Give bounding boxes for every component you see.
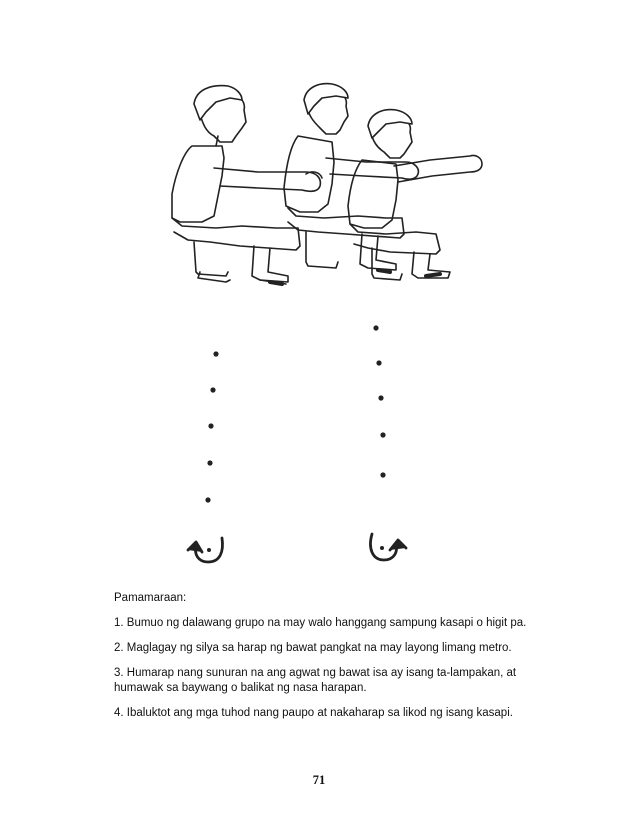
exercise-illustration [110, 76, 535, 581]
dot [380, 472, 385, 477]
dot [208, 423, 213, 428]
instruction-step: 4. Ibaluktot ang mga tuhod nang paupo at nakaharap sa likod ng isang kasapi. [114, 707, 513, 719]
dot [378, 395, 383, 400]
curved-turn-left-arrow-icon [188, 538, 222, 562]
left-dot-column [205, 351, 218, 502]
figure-1 [172, 86, 322, 284]
dot [207, 460, 212, 465]
dot [380, 432, 385, 437]
dot [376, 360, 381, 365]
instruction-step: 2. Maglagay ng silya sa harap ng bawat pangkat na may layong limang metro. [114, 642, 512, 654]
instruction-step: 1. Bumuo ng dalawang grupo na may walo hanggang sampung kasapi o higit pa. [114, 617, 527, 629]
dot [373, 325, 378, 330]
dot [205, 497, 210, 502]
instruction-step: 3. Humarap nang sunuran na ang agwat ng bawat isa ay isang ta-lampakan, at humawak sa baywang o balikat ng nasa harapan. [114, 667, 517, 694]
dot [210, 387, 215, 392]
dot [213, 351, 218, 356]
right-dot-column [373, 325, 385, 477]
squatting-figures [172, 84, 482, 284]
curved-turn-right-arrow-icon [371, 534, 407, 560]
instructions-heading: Pamamaraan: [114, 592, 187, 604]
figure-3 [348, 110, 482, 280]
instructions-block [114, 591, 564, 731]
page-number: 71 [312, 773, 326, 787]
